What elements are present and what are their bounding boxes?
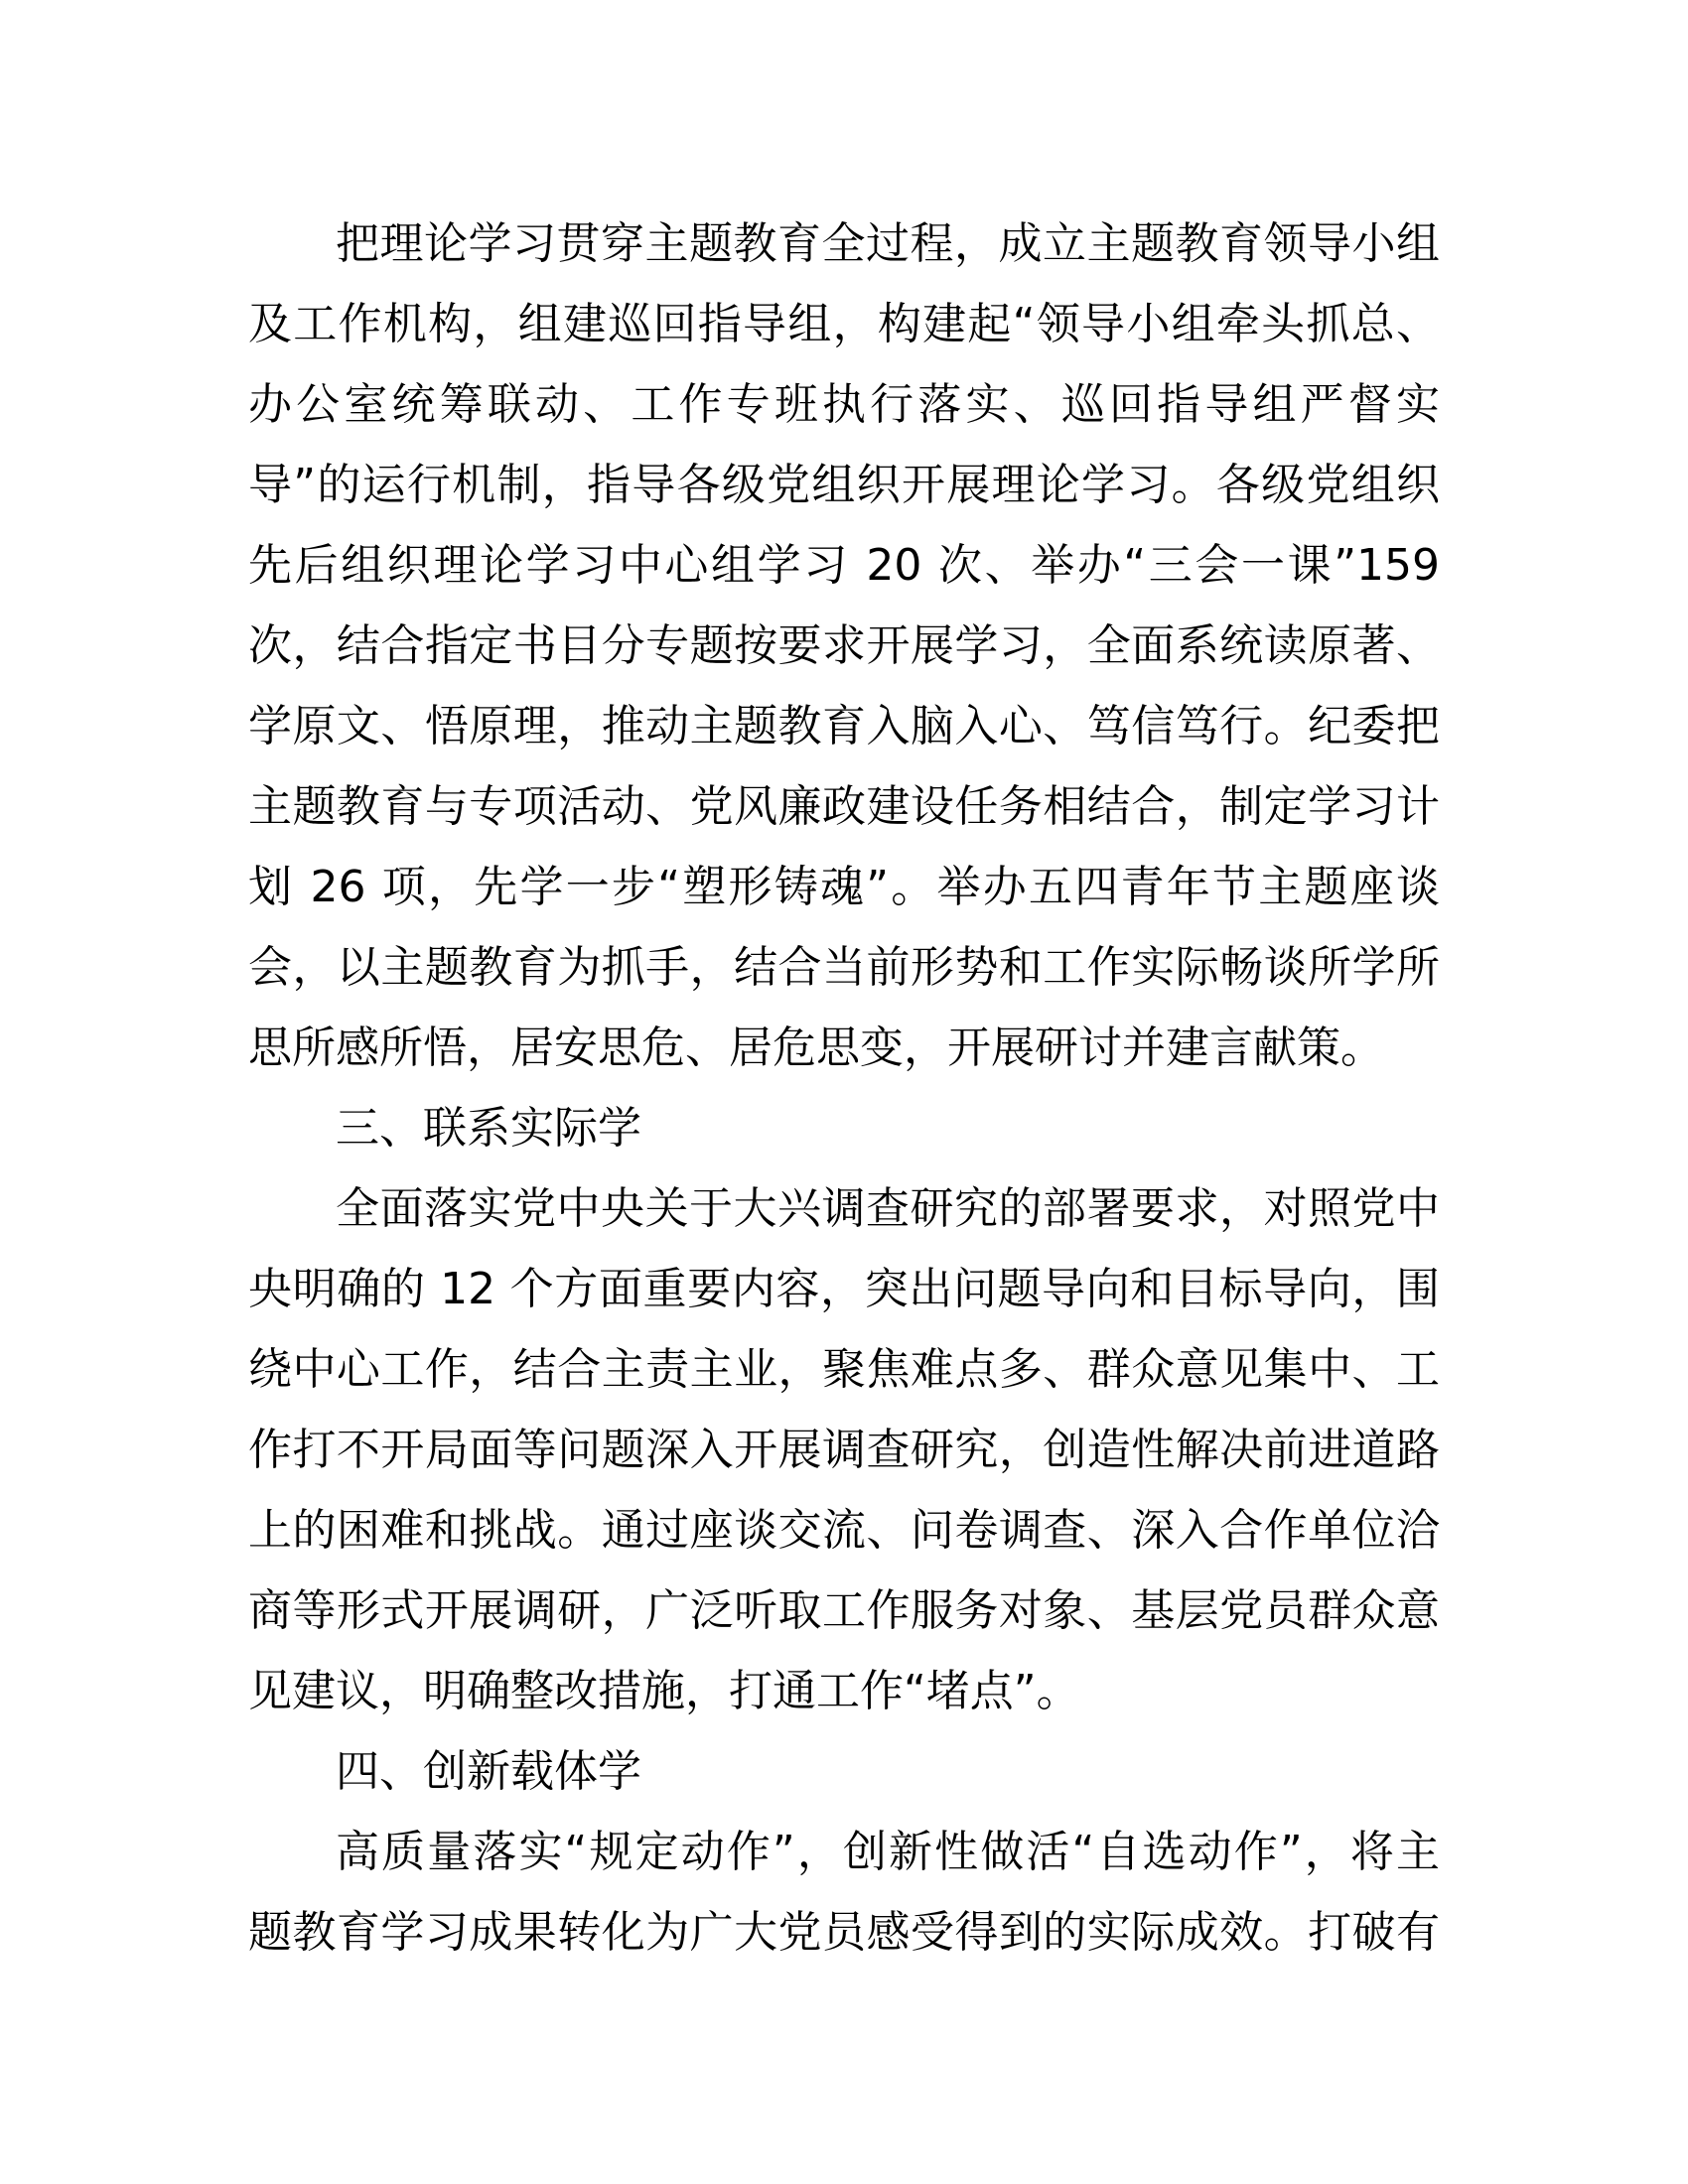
paragraph-line: 先后组织理论学习中心组学习 20 次、举办“三会一课”159 [248,540,1441,591]
paragraph-line: 主题教育与专项活动、党风廉政建设任务相结合，制定学习计 [248,781,1440,832]
paragraph-line: 划 26 项，先学一步“塑形铸魂”。举办五四青年节主题座谈 [248,862,1440,912]
document-text-block [248,204,1440,1973]
paragraph-line: 绕中心工作，结合主责主业，聚焦难点多、群众意见集中、工 [248,1344,1440,1395]
section-heading: 四、创新载体学 [336,1746,641,1797]
paragraph-line: 次，结合指定书目分专题按要求开展学习，全面系统读原著、 [248,620,1440,671]
paragraph-line: 会，以主题教育为抓手，结合当前形势和工作实际畅谈所学所 [248,942,1440,993]
paragraph-last-line: 见建议，明确整改措施，打通工作“堵点”。 [248,1666,1080,1716]
paragraph-first-line: 全面落实党中央关于大兴调查研究的部署要求，对照党中 [336,1183,1440,1234]
paragraph-line: 学原文、悟原理，推动主题教育入脑入心、笃信笃行。纪委把 [248,701,1440,751]
paragraph-line: 央明确的 12 个方面重要内容，突出问题导向和目标导向，围 [248,1264,1440,1314]
paragraph-line: 上的困难和挑战。通过座谈交流、问卷调查、深入合作单位洽 [248,1505,1440,1556]
paragraph-line: 及工作机构，组建巡回指导组，构建起“领导小组牵头抓总、 [248,299,1440,349]
section-heading: 三、联系实际学 [336,1103,641,1154]
paragraph-line: 导”的运行机制，指导各级党组织开展理论学习。各级党组织 [248,460,1440,510]
paragraph-first-line: 高质量落实“规定动作”，创新性做活“自选动作”，将主 [336,1827,1440,1877]
paragraph-first-line: 把理论学习贯穿主题教育全过程，成立主题教育领导小组 [336,218,1440,269]
paragraph-line: 题教育学习成果转化为广大党员感受得到的实际成效。打破有 [248,1907,1440,1958]
paragraph-last-line: 思所感所悟，居安思危、居危思变，开展研讨并建言献策。 [248,1023,1384,1073]
paragraph-line: 办公室统筹联动、工作专班执行落实、巡回指导组严督实 [248,379,1440,430]
paragraph-line: 作打不开局面等问题深入开展调查研究，创造性解决前进道路 [248,1425,1440,1475]
paragraph-line: 商等形式开展调研，广泛听取工作服务对象、基层党员群众意 [248,1585,1440,1636]
